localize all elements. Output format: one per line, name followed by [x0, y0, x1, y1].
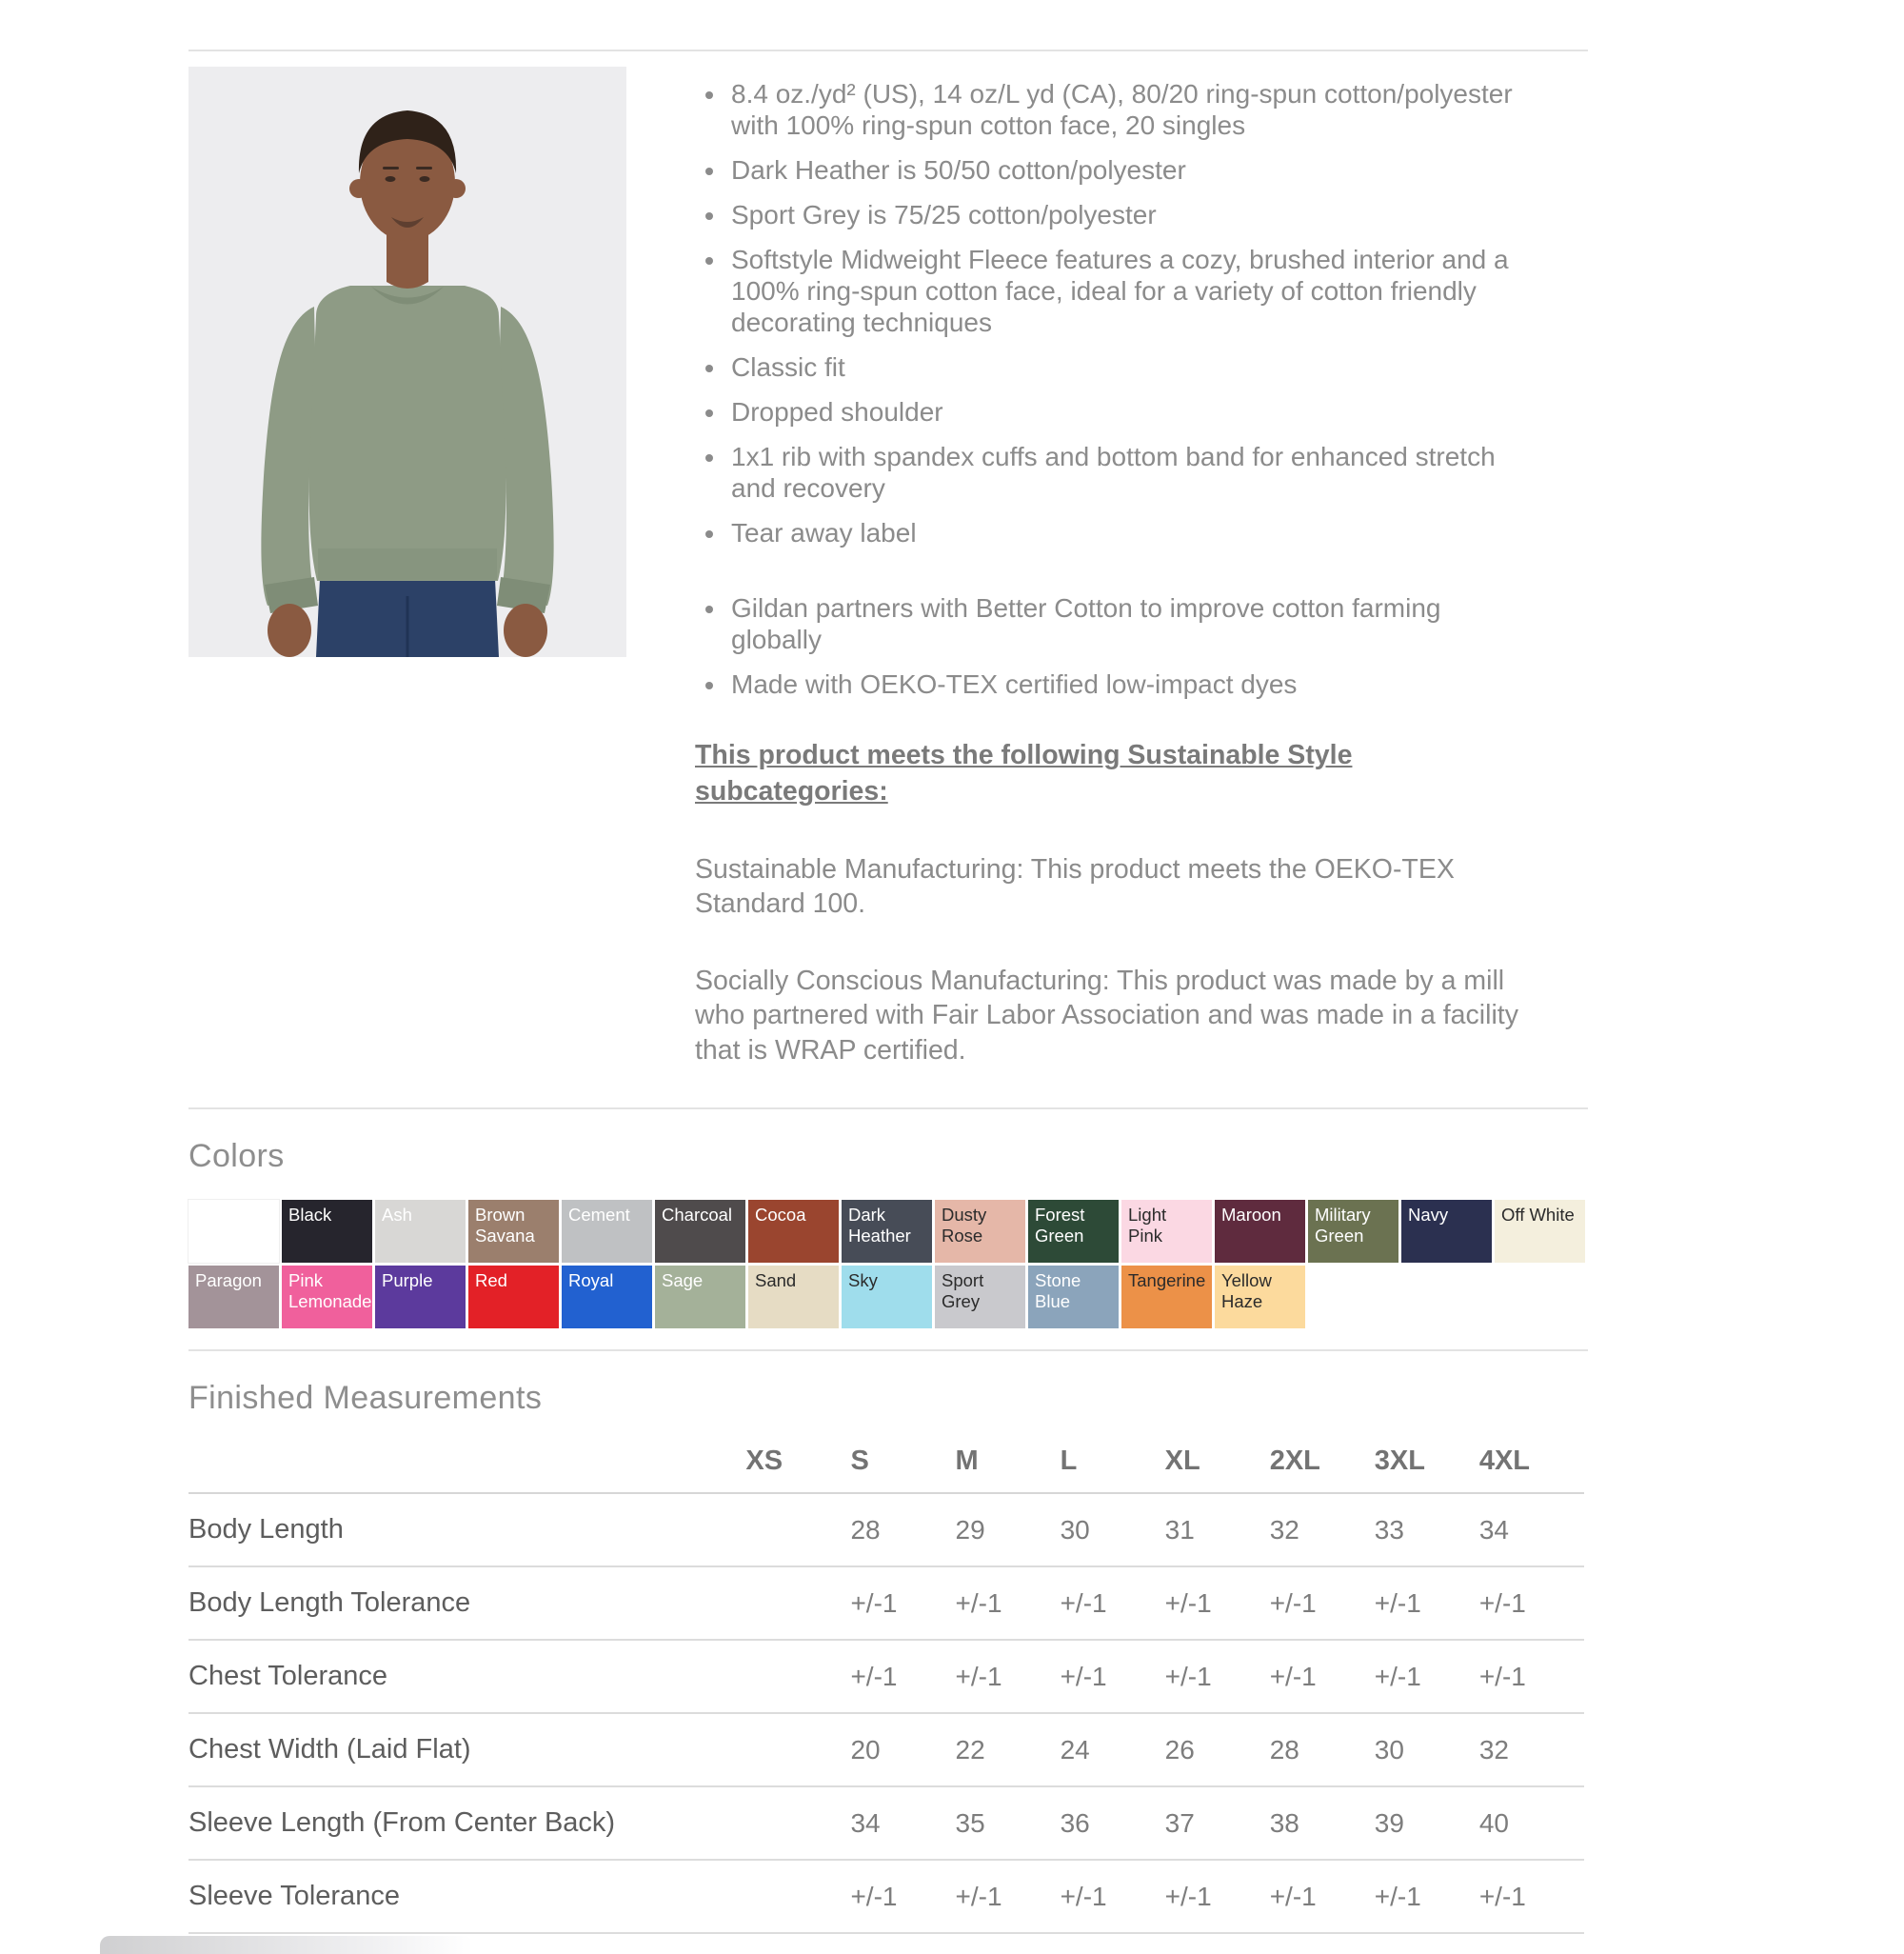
color-swatch-sky[interactable]: Sky	[842, 1266, 932, 1328]
measurement-value: +/-1	[1164, 1881, 1212, 1911]
measurement-value: +/-1	[1478, 1587, 1526, 1618]
measurement-value: 35	[955, 1807, 985, 1838]
measurement-value	[745, 1566, 850, 1640]
feature-item: • Classic fit	[727, 351, 1535, 383]
color-swatch-maroon[interactable]: Maroon	[1215, 1200, 1305, 1263]
sustainable-style-heading: This product meets the following Sustainable Style subcategories:	[695, 740, 1353, 808]
measurement-row	[188, 1713, 1584, 1786]
measurement-value: +/-1	[1374, 1587, 1421, 1618]
measurement-value: 32	[1478, 1734, 1509, 1765]
color-swatch-purple[interactable]: Purple	[375, 1266, 466, 1328]
color-swatch-stone-blue[interactable]: Stone Blue	[1028, 1266, 1119, 1328]
color-swatch-dusty-rose[interactable]: Dusty Rose	[935, 1200, 1025, 1263]
measurement-value	[745, 1493, 850, 1566]
measurement-value: +/-1	[1374, 1661, 1421, 1691]
measurement-value: 34	[850, 1807, 881, 1838]
measurement-row-label: Chest Width (Laid Flat)	[188, 1734, 471, 1765]
color-swatch-row	[188, 1266, 1588, 1328]
color-swatch-yellow-haze[interactable]: Yellow Haze	[1215, 1266, 1305, 1328]
feature-item: • Sport Grey is 75/25 cotton/polyester	[727, 199, 1535, 230]
measurement-value	[745, 1860, 850, 1933]
color-swatch-black[interactable]: Black	[282, 1200, 372, 1263]
measurement-value: 34	[1478, 1514, 1509, 1545]
measurement-value: 22	[955, 1734, 985, 1765]
measurement-row-label: Body Length Tolerance	[188, 1587, 471, 1619]
measurement-value: +/-1	[850, 1587, 898, 1618]
measurement-value: +/-1	[1060, 1881, 1107, 1911]
measurement-value	[745, 1640, 850, 1713]
measurement-row	[188, 1493, 1584, 1566]
size-column-header-xl: XL	[1164, 1446, 1200, 1477]
measurement-value: 28	[850, 1514, 881, 1545]
measurement-value: +/-1	[955, 1881, 1002, 1911]
color-swatch-royal[interactable]: Royal	[562, 1266, 652, 1328]
measurement-value: +/-1	[1478, 1881, 1526, 1911]
socially-conscious-paragraph: Socially Conscious Manufacturing: This product was made by a mill who partnered with Fair Labor Association and was made in a facility that is WRAP certified.	[695, 965, 1518, 1066]
measurement-row	[188, 1786, 1584, 1860]
measurement-value: +/-1	[1374, 1881, 1421, 1911]
color-swatch-brown-savana[interactable]: Brown Savana	[468, 1200, 559, 1263]
measurement-value: 37	[1164, 1807, 1195, 1838]
color-swatch-pink-lemonade[interactable]: Pink Lemonade	[282, 1266, 372, 1328]
measurement-value: +/-1	[1269, 1881, 1317, 1911]
measurement-value: 26	[1164, 1734, 1195, 1765]
top-divider	[188, 50, 1588, 51]
measurement-value: +/-1	[1060, 1661, 1107, 1691]
measurement-value: +/-1	[955, 1661, 1002, 1691]
measurement-value: 30	[1060, 1514, 1090, 1545]
feature-item: • Dropped shoulder	[727, 396, 1535, 428]
measurement-value	[745, 1786, 850, 1860]
color-swatch-cocoa[interactable]: Cocoa	[748, 1200, 839, 1263]
measurement-value: 39	[1374, 1807, 1404, 1838]
measurement-value: +/-1	[1164, 1661, 1212, 1691]
color-swatch-forest-green[interactable]: Forest Green	[1028, 1200, 1119, 1263]
feature-item: • Gildan partners with Better Cotton to improve cotton farming globally	[727, 592, 1535, 655]
product-detail-page	[188, 50, 1588, 1934]
color-swatch-ash[interactable]: Ash	[375, 1200, 466, 1263]
measurement-value: +/-1	[955, 1587, 1002, 1618]
measurement-row	[188, 1640, 1584, 1713]
feature-item: • Dark Heather is 50/50 cotton/polyester	[727, 154, 1535, 186]
measurement-row-label: Sleeve Tolerance	[188, 1881, 400, 1912]
measurement-value: 30	[1374, 1734, 1404, 1765]
measurement-row-label: Body Length	[188, 1514, 344, 1545]
product-overview-section	[188, 67, 1588, 1067]
sustainable-manufacturing-paragraph: Sustainable Manufacturing: This product meets the OEKO-TEX Standard 100.	[695, 853, 1455, 920]
size-column-header-3xl: 3XL	[1374, 1446, 1425, 1477]
feature-item: • Made with OEKO-TEX certified low-impact dyes	[727, 668, 1535, 700]
color-swatch-paragon[interactable]: Paragon	[188, 1266, 279, 1328]
measurement-value: +/-1	[1269, 1661, 1317, 1691]
color-swatch-row	[188, 1200, 1588, 1263]
measurement-row-label: Sleeve Length (From Center Back)	[188, 1807, 616, 1839]
color-swatch-off-white[interactable]: Off White	[1495, 1200, 1585, 1263]
colors-section-divider	[188, 1107, 1588, 1109]
colors-section-title: Colors	[188, 1138, 285, 1175]
feature-item: • Softstyle Midweight Fleece features a cozy, brushed interior and a 100% ring-spun cotton face, ideal for a variety of cotton friendly decorating techniques	[727, 244, 1535, 338]
feature-item: • 8.4 oz./yd² (US), 14 oz/L yd (CA), 80/20 ring-spun cotton/polyester with 100% ring-spun cotton face, 20 singles	[727, 78, 1535, 141]
color-swatch-red[interactable]: Red	[468, 1266, 559, 1328]
feature-list	[695, 78, 1535, 548]
measurement-value: 28	[1269, 1734, 1299, 1765]
product-details-column	[695, 67, 1535, 1067]
measurement-value	[745, 1713, 850, 1786]
color-swatch-cement[interactable]: Cement	[562, 1200, 652, 1263]
measurements-section-title: Finished Measurements	[188, 1380, 543, 1417]
feature-item: • 1x1 rib with spandex cuffs and bottom band for enhanced stretch and recovery	[727, 441, 1535, 504]
color-swatch-dark-heather[interactable]: Dark Heather	[842, 1200, 932, 1263]
sustainability-feature-list	[695, 592, 1535, 700]
measurement-value: +/-1	[1269, 1587, 1317, 1618]
bottom-edge-element	[100, 1936, 473, 1954]
size-column-header-s: S	[850, 1446, 869, 1477]
measurement-value: 31	[1164, 1514, 1195, 1545]
color-swatch-sport-grey[interactable]: Sport Grey	[935, 1266, 1025, 1328]
measurement-value: +/-1	[850, 1661, 898, 1691]
feature-item: • Tear away label	[727, 517, 1535, 548]
measurement-row-label: Chest Tolerance	[188, 1661, 388, 1692]
color-swatch-military-green[interactable]: Military Green	[1308, 1200, 1398, 1263]
measurement-row	[188, 1860, 1584, 1933]
size-column-header-4xl: 4XL	[1478, 1446, 1531, 1477]
size-column-header-2xl: 2XL	[1269, 1446, 1320, 1477]
product-photo-image	[188, 67, 626, 657]
color-swatch-sand[interactable]: Sand	[748, 1266, 839, 1328]
color-swatch-charcoal[interactable]: Charcoal	[655, 1200, 745, 1263]
color-swatch-navy[interactable]: Navy	[1401, 1200, 1492, 1263]
measurement-value: 36	[1060, 1807, 1090, 1838]
measurement-value: 29	[955, 1514, 985, 1545]
product-photo	[188, 67, 626, 657]
color-swatch-white[interactable]: White	[188, 1200, 279, 1263]
measurement-value: 24	[1060, 1734, 1090, 1765]
measurement-value: 38	[1269, 1807, 1299, 1838]
measurement-value: 32	[1269, 1514, 1299, 1545]
color-swatch-grid	[188, 1200, 1588, 1328]
color-swatch-light-pink[interactable]: Light Pink	[1121, 1200, 1212, 1263]
size-column-header-m: M	[955, 1446, 979, 1477]
color-swatch-tangerine[interactable]: Tangerine	[1121, 1266, 1212, 1328]
measurement-value: +/-1	[1164, 1587, 1212, 1618]
measurement-value: 33	[1374, 1514, 1404, 1545]
measurements-corner-cell	[188, 1432, 745, 1493]
measurement-row	[188, 1566, 1584, 1640]
measurement-value: +/-1	[1478, 1661, 1526, 1691]
measurement-value: +/-1	[850, 1881, 898, 1911]
finished-measurements-table	[188, 1432, 1584, 1934]
measurements-section-divider	[188, 1349, 1588, 1351]
size-column-header-l: L	[1060, 1446, 1078, 1477]
measurement-value: 40	[1478, 1807, 1509, 1838]
color-swatch-sage[interactable]: Sage	[655, 1266, 745, 1328]
size-header-row	[188, 1432, 1584, 1493]
measurement-value: +/-1	[1060, 1587, 1107, 1618]
measurement-value: 20	[850, 1734, 881, 1765]
size-column-header-xs: XS	[745, 1446, 783, 1477]
